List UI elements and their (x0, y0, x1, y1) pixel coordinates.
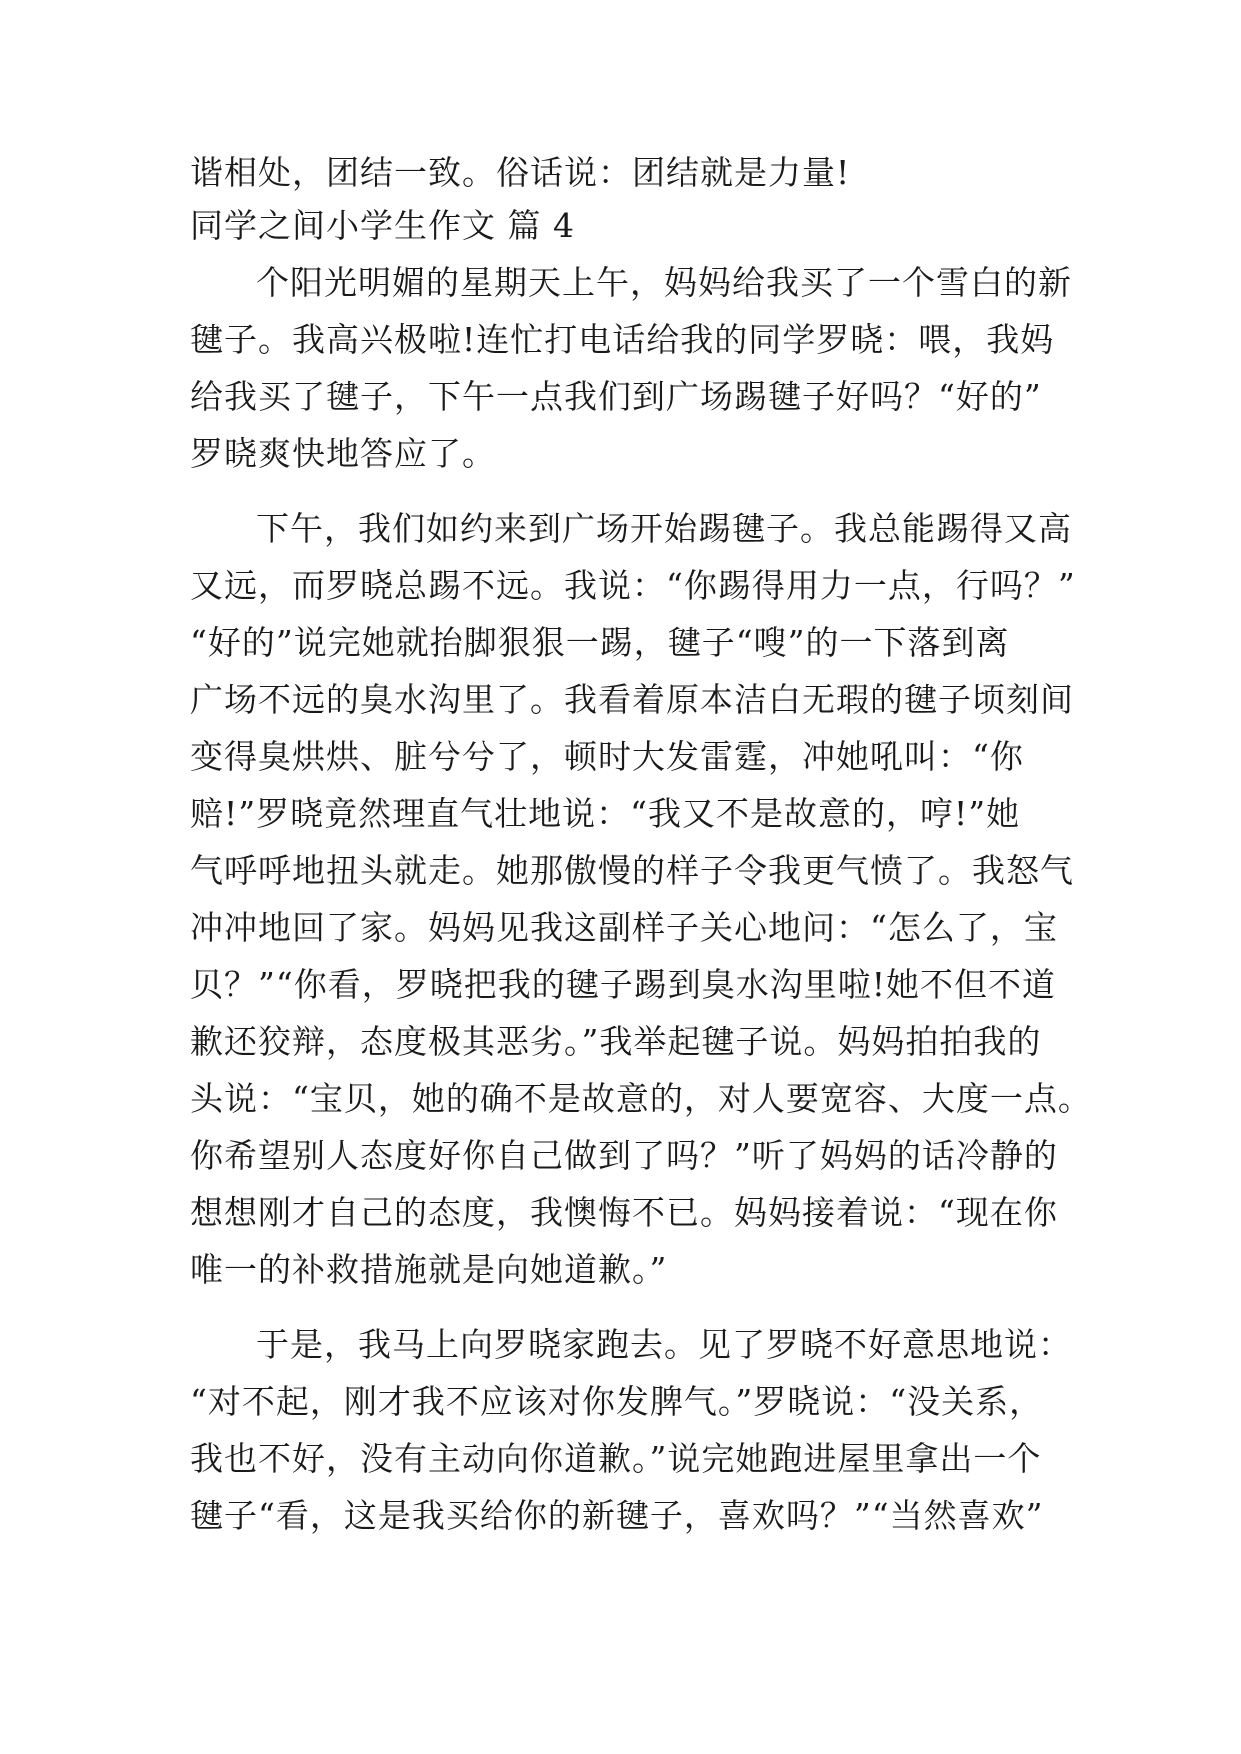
text-line: 想想刚才自己的态度，我懊悔不已。妈妈接着说：“现在你 (190, 1193, 1058, 1232)
text-line: 谐相处，团结一致。俗话说：团结就是力量! (190, 153, 851, 192)
text-line: 毽子。我高兴极啦!连忙打电话给我的同学罗晓：喂，我妈 (190, 320, 1055, 359)
text-line: 你希望别人态度好你自己做到了吗？”听了妈妈的话冷静的 (190, 1136, 1058, 1175)
text-line: 罗晓爽快地答应了。 (190, 434, 496, 473)
text-line: 毽子“看，这是我买给你的新毽子，喜欢吗？”“当然喜欢” (190, 1496, 1044, 1535)
text-line: “对不起，刚才我不应该对你发脾气。”罗晓说：“没关系， (190, 1382, 1044, 1421)
text-line: 贝？”“你看，罗晓把我的毽子踢到臭水沟里啦!她不但不道 (190, 965, 1057, 1004)
text-line: 变得臭烘烘、脏兮兮了，顿时大发雷霆，冲她吼叫：“你 (190, 737, 1024, 776)
text-line: 又远，而罗晓总踢不远。我说：“你踢得用力一点，行吗？” (190, 566, 1076, 605)
text-line: 冲冲地回了家。妈妈见我这副样子关心地问：“怎么了，宝 (190, 908, 1058, 947)
text-line: “好的”说完她就抬脚狠狠一踢，毽子“嗖”的一下落到离 (190, 623, 1010, 662)
text-line: 赔!”罗晓竟然理直气壮地说：“我又不是故意的，哼!”她 (190, 794, 1021, 833)
text-line: 我也不好，没有主动向你道歉。”说完她跑进屋里拿出一个 (190, 1439, 1042, 1478)
text-line: 歉还狡辩，态度极其恶劣。”我举起毽子说。妈妈拍拍我的 (190, 1022, 1042, 1061)
text-line: 头说：“宝贝，她的确不是故意的，对人要宽容、大度一点。 (190, 1079, 1092, 1118)
text-line: 下午，我们如约来到广场开始踢毽子。我总能踢得又高 (256, 509, 1072, 548)
text-line: 广场不远的臭水沟里了。我看着原本洁白无瑕的毽子顷刻间 (190, 680, 1074, 719)
text-line: 给我买了毽子，下午一点我们到广场踢毽子好吗？“好的” (190, 377, 1042, 416)
text-line: 唯一的补救措施就是向她道歉。” (190, 1250, 668, 1289)
text-line: 个阳光明媚的星期天上午，妈妈给我买了一个雪白的新 (256, 263, 1072, 302)
text-line: 于是，我马上向罗晓家跑去。见了罗晓不好意思地说： (256, 1325, 1072, 1364)
section-heading: 同学之间小学生作文 篇 4 (190, 206, 575, 245)
text-line: 气呼呼地扭头就走。她那傲慢的样子令我更气愤了。我怒气 (190, 851, 1074, 890)
